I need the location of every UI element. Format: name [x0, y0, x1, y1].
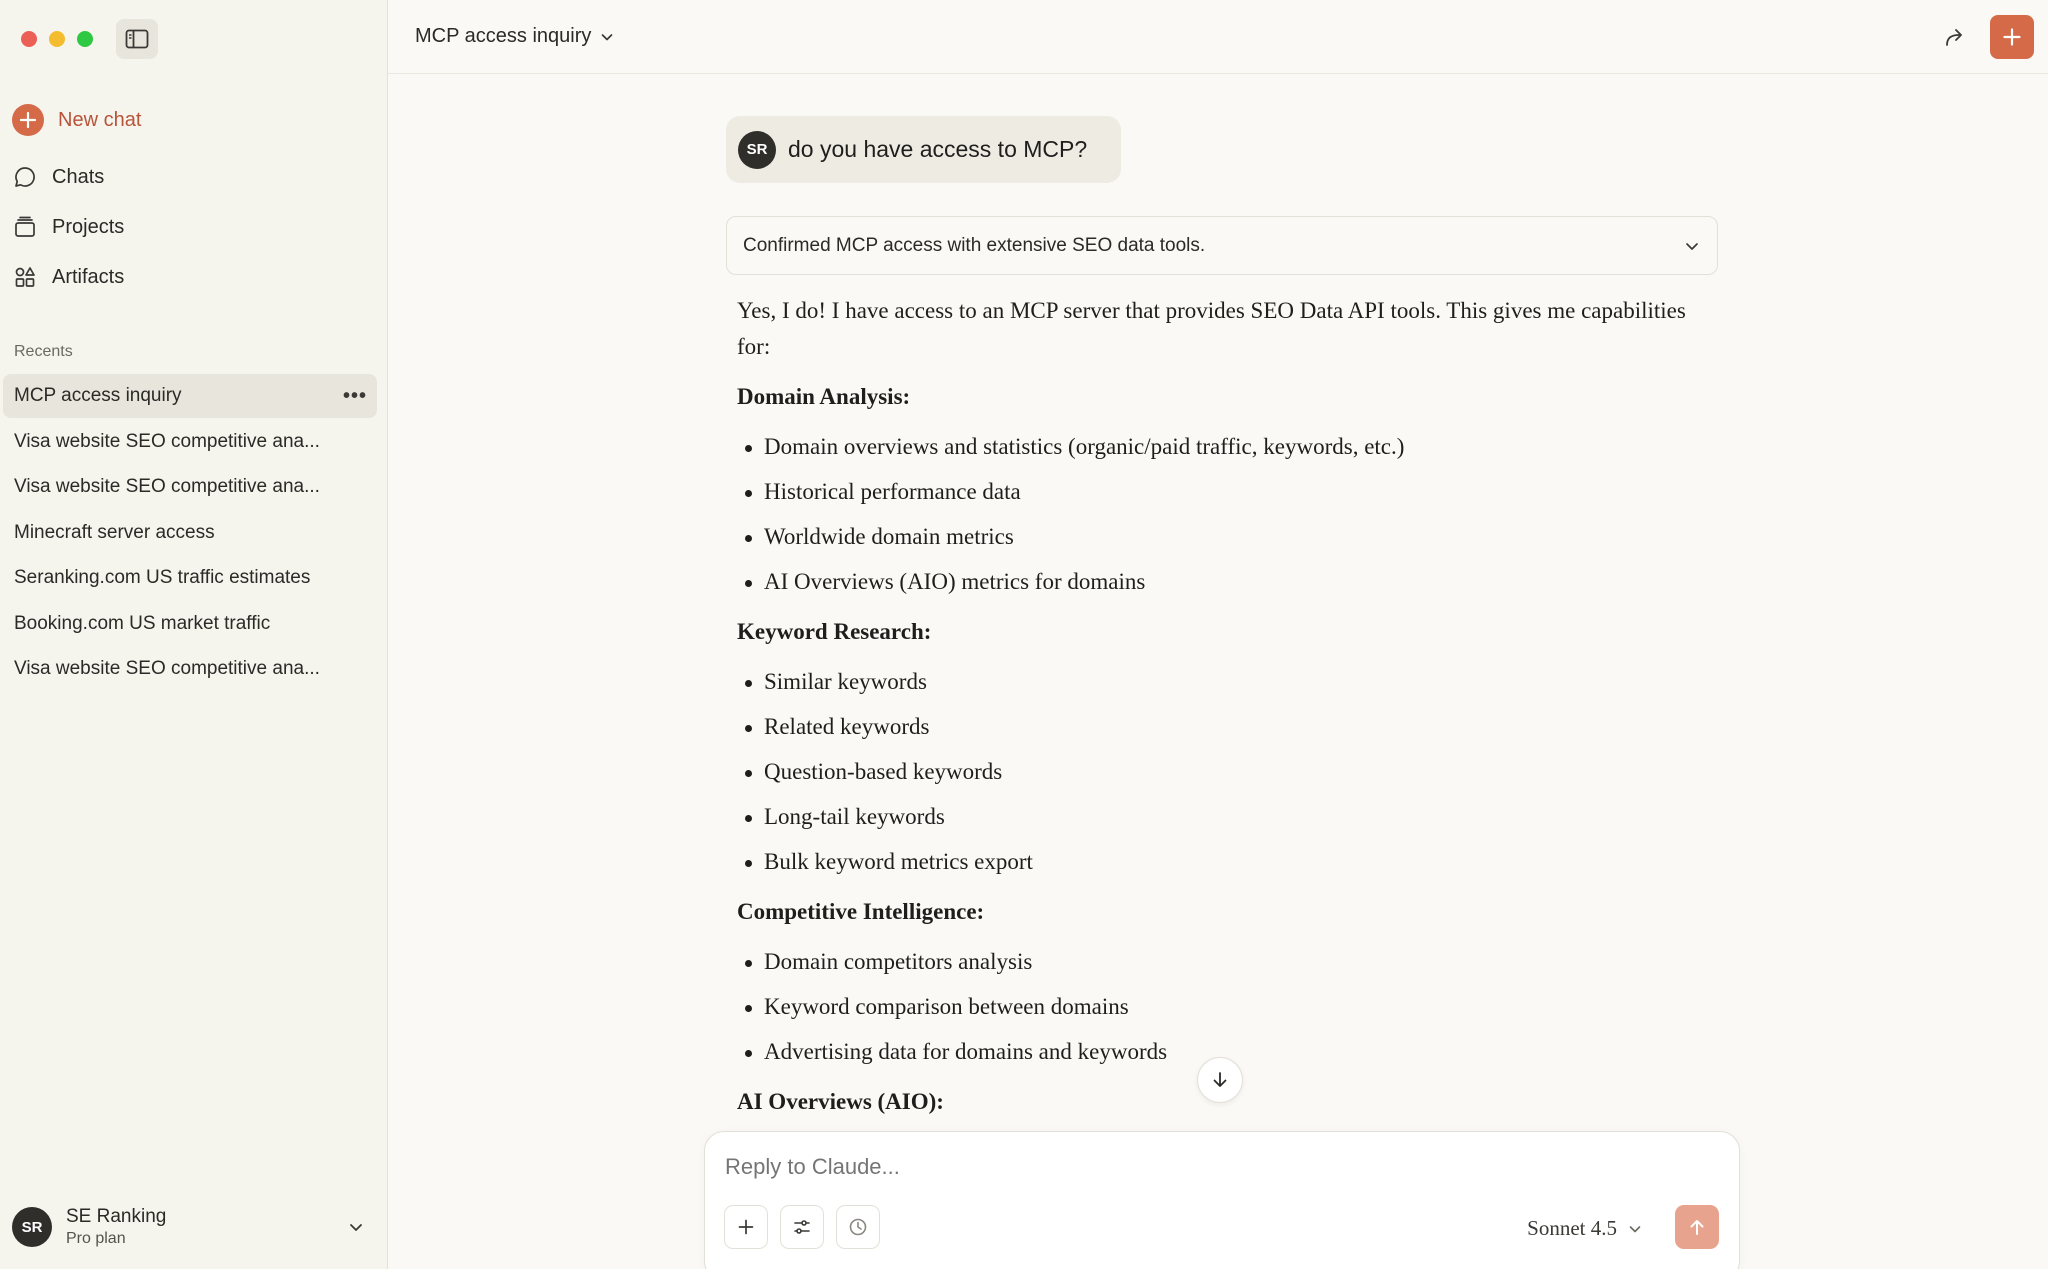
recent-chat-title: Seranking.com US traffic estimates — [14, 567, 311, 588]
section-heading: Domain Analysis: — [737, 384, 911, 409]
chevron-down-icon — [1627, 1221, 1643, 1237]
share-arrow-icon — [1943, 25, 1967, 49]
reply-input[interactable] — [725, 1154, 1719, 1180]
list-item: Bulk keyword metrics export — [737, 844, 1686, 880]
model-name: Sonnet 4.5 — [1527, 1216, 1617, 1240]
list-item: Advertising data for domains and keywords — [737, 1034, 1686, 1070]
history-button[interactable] — [836, 1205, 880, 1249]
sidebar-nav — [8, 100, 379, 302]
recent-chat-item[interactable] — [3, 602, 377, 646]
recent-chat-title: Booking.com US market traffic — [14, 612, 271, 634]
more-options-icon[interactable]: ••• — [342, 384, 367, 407]
minimize-window-button[interactable] — [49, 31, 65, 47]
recent-chat-title: Minecraft server access — [14, 521, 215, 543]
main-panel — [388, 0, 2048, 1269]
recent-chat-item[interactable] — [3, 465, 377, 509]
sliders-icon — [792, 1217, 812, 1237]
recent-chat-title: Visa website SEO competitive ana... — [14, 658, 320, 679]
user-name: SE Ranking — [66, 1206, 167, 1227]
user-info — [66, 1206, 333, 1248]
tools-settings-button[interactable] — [780, 1205, 824, 1249]
share-button[interactable] — [1938, 20, 1972, 54]
chat-title-dropdown[interactable] — [415, 25, 615, 48]
bullet-list — [737, 944, 1686, 1070]
plus-icon — [12, 104, 44, 136]
chevron-down-icon — [1683, 237, 1701, 255]
list-item: Question-based keywords — [737, 754, 1686, 790]
sidebar-item-label: Projects — [52, 215, 125, 238]
recent-chat-item[interactable] — [3, 556, 377, 600]
model-selector[interactable] — [1527, 1216, 1643, 1241]
answer-intro: Yes, I do! I have access to an MCP server that provides SEO Data API tools. This gives me capabilities for: — [737, 298, 1686, 359]
send-button[interactable] — [1675, 1205, 1719, 1249]
add-attachment-button[interactable] — [724, 1205, 768, 1249]
sidebar-item-label: Artifacts — [52, 265, 125, 288]
chevron-down-icon — [347, 1218, 365, 1236]
recents-heading: Recents — [14, 343, 73, 360]
recent-chat-title: Visa website SEO competitive ana... — [14, 430, 320, 452]
account-menu-button[interactable] — [12, 1197, 375, 1257]
new-chat-button[interactable] — [8, 100, 379, 140]
arrow-down-icon — [1210, 1070, 1230, 1090]
recent-chat-title: Visa website SEO competitive ana... — [14, 476, 320, 497]
recent-chat-title: MCP access inquiry — [14, 385, 182, 406]
top-bar — [388, 0, 2048, 74]
list-item: Keyword comparison between domains — [737, 989, 1686, 1025]
chat-bubble-icon — [12, 164, 38, 190]
sidebar-item-chats[interactable] — [8, 152, 379, 202]
chevron-down-icon — [599, 29, 615, 45]
sidebar-panel-icon — [125, 29, 149, 49]
top-actions — [1938, 15, 2034, 59]
list-item: Domain competitors analysis — [737, 944, 1686, 980]
list-item: Similar keywords — [737, 664, 1686, 700]
bullet-list — [737, 664, 1686, 880]
sidebar-item-artifacts[interactable] — [8, 252, 379, 302]
message-composer — [704, 1131, 1740, 1269]
new-chat-header-button[interactable] — [1990, 15, 2034, 59]
user-message — [726, 116, 1121, 183]
recent-chat-item[interactable] — [3, 647, 377, 691]
maximize-window-button[interactable] — [77, 31, 93, 47]
list-item: Related keywords — [737, 709, 1686, 745]
recents-list — [3, 374, 377, 693]
list-item: AI Overviews (AIO) metrics for domains — [737, 564, 1686, 600]
plus-icon — [2002, 27, 2022, 47]
section-heading: AI Overviews (AIO): — [737, 1089, 944, 1114]
bullet-list — [737, 429, 1686, 600]
arrow-up-icon — [1687, 1217, 1707, 1237]
thinking-summary-toggle[interactable] — [726, 216, 1718, 275]
list-item: Domain overviews and statistics (organic/paid traffic, keywords, etc.) — [737, 429, 1686, 465]
user-message-text: do you have access to MCP? — [788, 136, 1088, 162]
shapes-icon — [12, 264, 38, 290]
sidebar-toggle-button[interactable] — [116, 19, 158, 59]
new-chat-label: New chat — [58, 108, 142, 131]
page-title: MCP access inquiry — [415, 25, 592, 47]
avatar: SR — [12, 1207, 52, 1247]
thinking-summary-text: Confirmed MCP access with extensive SEO data tools. — [743, 234, 1206, 256]
scroll-to-bottom-button[interactable] — [1197, 1057, 1243, 1103]
folder-stack-icon — [12, 214, 38, 240]
clock-icon — [848, 1217, 868, 1237]
recent-chat-item[interactable] — [3, 374, 377, 418]
avatar: SR — [738, 131, 776, 169]
section-heading: Competitive Intelligence: — [737, 899, 985, 924]
close-window-button[interactable] — [21, 31, 37, 47]
user-plan: Pro plan — [66, 1230, 126, 1247]
conversation — [726, 116, 1726, 1134]
window-controls — [21, 31, 93, 47]
list-item: Historical performance data — [737, 474, 1686, 510]
sidebar — [0, 0, 388, 1269]
sidebar-item-projects[interactable] — [8, 202, 379, 252]
composer-tools — [724, 1205, 880, 1249]
list-item: Worldwide domain metrics — [737, 519, 1686, 555]
sidebar-item-label: Chats — [52, 165, 105, 188]
plus-icon — [736, 1217, 756, 1237]
assistant-message — [726, 293, 1686, 1120]
section-heading: Keyword Research: — [737, 619, 932, 644]
list-item: Long-tail keywords — [737, 799, 1686, 835]
recent-chat-item[interactable] — [3, 511, 377, 555]
recent-chat-item[interactable] — [3, 420, 377, 464]
